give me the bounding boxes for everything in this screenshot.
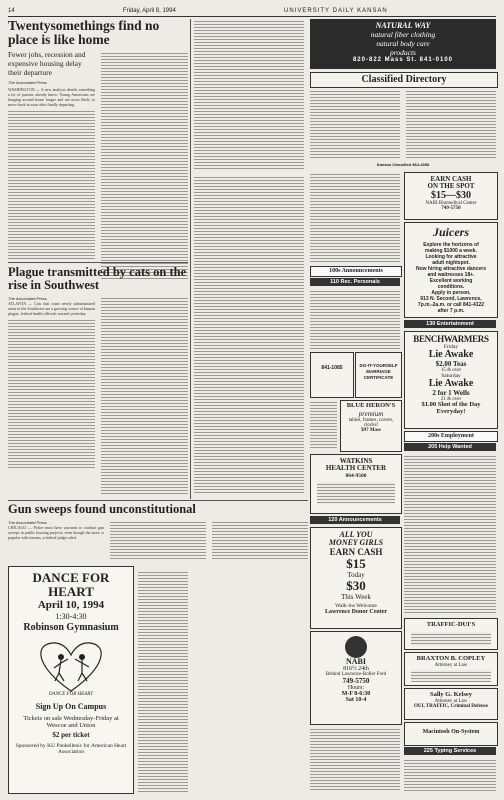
dance-heart-logo: DANCE FOR HEART (26, 637, 116, 695)
juicers-title: Juicers (433, 225, 469, 239)
story2-headline: Plague transmitted by cats on the rise in Southwest (8, 266, 187, 293)
section-120: 120 Announcements (310, 516, 400, 524)
blue-herons-ad: BLUE HERON'S premium tables, frames, covers, clocks! $97 Mass (340, 400, 402, 452)
juicers-line: and waitresses 18+. (427, 272, 475, 278)
juicers-line: 913 N. Second, Lawrence, (420, 296, 482, 302)
story1-deck: Fewer jobs, recession and expensive housing delay their departure (8, 50, 86, 77)
story2 (8, 266, 188, 496)
nabi-logo-icon (345, 636, 367, 658)
earn-amount: $15—$30 (431, 189, 471, 201)
story1-dateline: WASHINGTON — A new analysis details something a lot of parents already knew: Young Americans are hanging around home longer and are more likely to move back in soon after finally departing. (8, 87, 95, 108)
juicers-text (405, 242, 497, 314)
story2-dateline: ATLANTA — Cats that roam newly suburbanized areas in the Southwest are a growing source of human plague, federal health officials warned yesterday. (8, 301, 95, 317)
watkins-health-ad: WATKINS HEALTH CENTER 864-9500 (310, 454, 402, 514)
juicers-line: 7p.m.-2a.m. or call 841-4122 (417, 302, 485, 308)
classified-phone: Kansan Classified 864-4358 (376, 162, 430, 167)
earn-cash-ad: EARN CASH ON THE SPOT $15—$30 NABI Biomedical Center 749-5750 (404, 172, 498, 220)
section-110: 110 Rec. Personals (310, 278, 400, 286)
juicers-ad (404, 222, 498, 318)
juicers-line: Excellent working (429, 278, 473, 284)
paper-name: UNIVERSITY DAILY KANSAN (284, 8, 388, 14)
story2-credit: The Associated Press (8, 296, 47, 302)
dance-sponsor: Sponsored by KU Panhellenic for American Heart Association (15, 742, 127, 755)
dance-tickets: Tickets on sale Wednesday-Friday at Wescoe and Union (23, 714, 119, 729)
page-number: 14 (8, 8, 15, 14)
dance-for-heart-ad (8, 566, 134, 794)
dance-title: DANCE FOR HEART (32, 570, 110, 599)
section-200s: 200s Employment (404, 431, 498, 442)
page-date: Friday, April 8, 1994 (122, 8, 176, 14)
story3 (8, 503, 308, 563)
natural-way-ad: NATURAL WAY natural fiber clothing natural body care products 820-822 Mass St. 841-0100 (310, 19, 496, 69)
juicers-line: Apply in person, (431, 290, 471, 296)
benchwarmers-ad: BENCHWARMERS Friday Lie Awake $2.00 Teas 15 & over Saturday Lie Awake 2 for 1 Wells 21 & over $1.00 Shot of the Day Everyday! (404, 331, 498, 429)
traffic-dui-ad: TRAFFIC-DUI'S (404, 618, 498, 650)
do-it-yourself-ad: DO-IT-YOURSELF MARRIAGE CERTIFICATE (355, 352, 402, 398)
juicers-line: after 7 p.m. (437, 308, 465, 314)
braxton-copley-ad: BRAXTON B. COPLEY Attorney at Law (404, 652, 498, 686)
dance-price: $2 per ticket (52, 730, 90, 739)
juicers-line: making $1000 a week. (425, 248, 477, 254)
juicers-line: Now hiring attractive dancers (415, 266, 487, 272)
nabi-ad: NABI 816½ 24th Behind Lawrence-Roller Ford 749-5750 Hours: M-F 8-6:30 Sat 10-4 (310, 631, 402, 725)
juicers-line: Looking for attractive (425, 254, 477, 260)
all-you-money-ad: ALL YOU MONEY GIRLS EARN CASH $15 Today $30 This Week Walk-ins Welcome Lawrence Donor Center (310, 527, 402, 629)
certificate-ad: 841-1085 (310, 352, 354, 398)
dance-signup: Sign Up On Campus (35, 702, 107, 712)
classified-directory-title: Classified Directory (310, 72, 498, 88)
section-205: 205 Help Wanted (404, 443, 496, 451)
macintosh-ad: Macintosh On-System (404, 722, 498, 746)
juicers-line: conditions. (437, 284, 465, 290)
story1-headline: Twentysomethings find no place is like home (8, 19, 160, 48)
dance-venue: Robinson Gymnasium (23, 621, 119, 633)
dance-time: 1:30-4:30 (55, 611, 87, 621)
story1-credit: The Associated Press (8, 80, 47, 86)
section-100s: 100s Announcements (310, 266, 402, 277)
dance-date: April 10, 1994 (37, 599, 105, 612)
page-header (8, 6, 496, 17)
section-225: 225 Typing Services (404, 747, 496, 755)
story3-dateline: CHICAGO — Police must have warrants to conduct gun sweeps in public housing projects, even though the tactic is popular with tenants, a federal judge ruled. (8, 525, 104, 541)
juicers-line: Explore the horizons of (423, 242, 479, 248)
story3-headline: Gun sweeps found unconstitutional (8, 503, 196, 516)
sally-kelsey-ad: Sally G. Kelsey Attorney at Law OUI, TRAFFIC, Criminal Defense (404, 688, 498, 720)
juicers-line: adult nightspot. (432, 260, 470, 266)
story3-credit: The Associated Press (8, 520, 47, 526)
section-130: 130 Entertainment (404, 320, 496, 328)
natural-address: 820-822 Mass St. 841-0100 (352, 57, 454, 63)
